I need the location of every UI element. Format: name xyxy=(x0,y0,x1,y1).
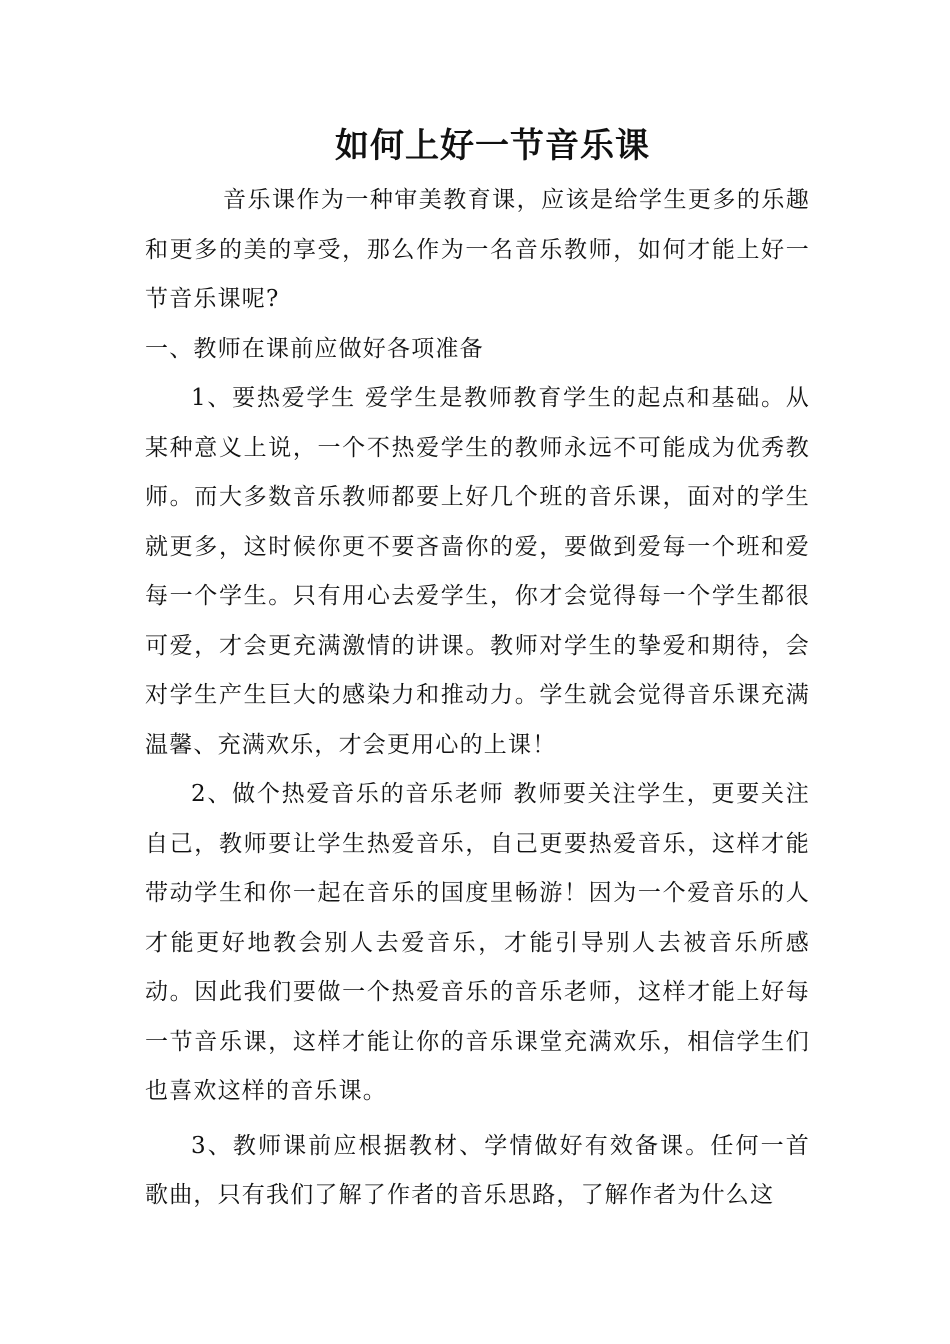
paragraph-1: 1、要热爱学生 爱学生是教师教育学生的起点和基础。从某种意义上说，一个不热爱学生的教师永远不可能成为优秀教师。而大多数音乐教师都要上好几个班的音乐课，面对的学生就更多，这时候你更不要吝啬你的爱，要做到爱每一个班和爱每一个学生。只有用心去爱学生，你才会觉得每一个学生都很可爱，才会更充满激情的讲课。教师对学生的挚爱和期待，会对学生产生巨大的感染力和推动力。学生就会觉得音乐课充满温馨、充满欢乐，才会更用心的上课！ xyxy=(145,385,810,758)
intro-paragraph: 音乐课作为一种审美教育课，应该是给学生更多的乐趣和更多的美的享受，那么作为一名音乐教师，如何才能上好一节音乐课呢? xyxy=(145,187,810,312)
document-title: 如何上好一节音乐课 xyxy=(335,126,650,166)
section-heading: 一、教师在课前应做好各项准备 xyxy=(145,335,484,362)
document-body xyxy=(145,176,810,1221)
paragraph-2: 2、做个热爱音乐的音乐老师 教师要关注学生，更要关注自己，教师要让学生热爱音乐，自己更要热爱音乐，这样才能带动学生和你一起在音乐的国度里畅游！因为一个爱音乐的人才能更好地教会别人去爱音乐，才能引导别人去被音乐所感动。因此我们要做一个热爱音乐的音乐老师，这样才能上好每一节音乐课，这样才能让你的音乐课堂充满欢乐，相信学生们也喜欢这样的音乐课。 xyxy=(145,781,810,1104)
paragraph-3: 3、教师课前应根据教材、学情做好有效备课。任何一首歌曲，只有我们了解了作者的音乐思路，了解作者为什么这 xyxy=(145,1132,810,1208)
